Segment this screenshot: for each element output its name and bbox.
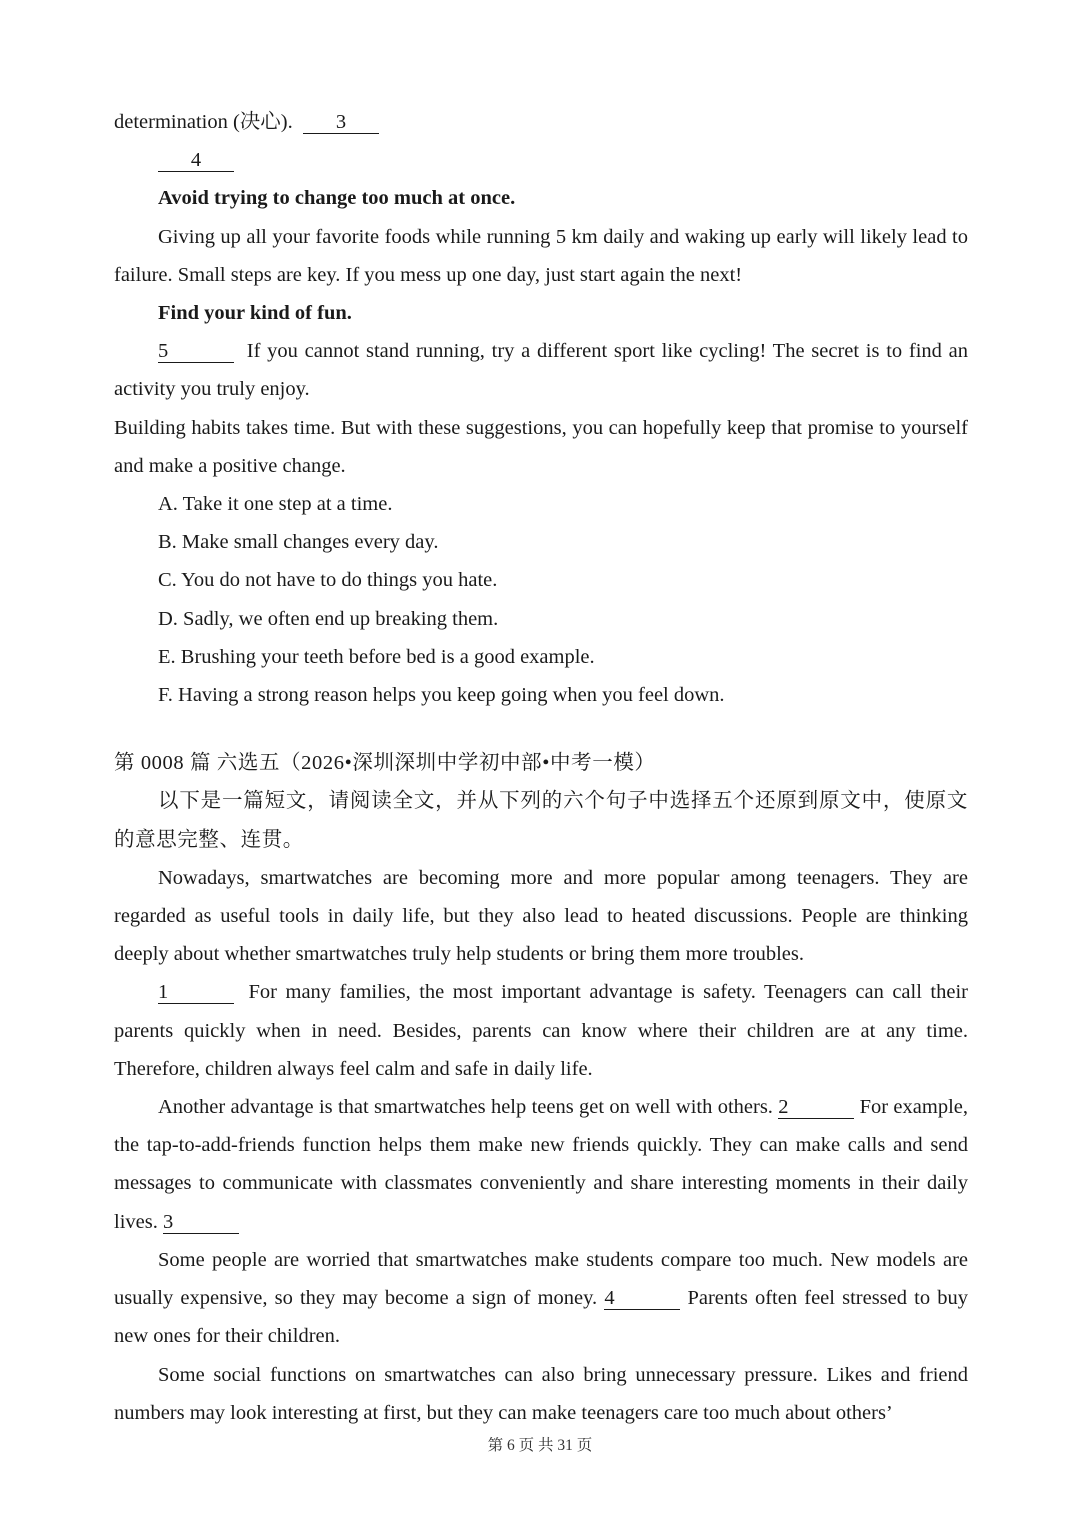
- paragraph: Nowadays, smartwatches are becoming more and more popular among teenagers. They are regarded as useful tools in daily life, but they also lead to heated discussions. People are thinking deeply about whether smartwatches truly help students or bring them more troubles.: [114, 866, 968, 966]
- paragraph: Building habits takes time. But with these suggestions, you can hopefully keep that promise to yourself and make a positive change.: [114, 416, 968, 477]
- answer-blank[interactable]: 5: [158, 340, 234, 363]
- page-footer: 第 6 页 共 31 页: [487, 1437, 593, 1454]
- option-item: F. Having a strong reason helps you keep going when you feel down.: [158, 684, 725, 707]
- document-page: [114, 103, 968, 1432]
- instruction-text: 以下是一篇短文，请阅读全文，并从下列的六个句子中选择五个还原到原文中，使原文的意思完整、连贯。: [114, 790, 968, 851]
- paragraph-text: For many families, the most important advantage is safety. Teenagers can call their parents quickly when in need. Besides, parents can know where their children are at any time. Therefore, children always feel calm and safe in daily life.: [114, 981, 968, 1080]
- answer-blank[interactable]: 4: [158, 149, 234, 172]
- paragraph: [114, 973, 968, 1088]
- text-line: [114, 141, 968, 179]
- answer-blank[interactable]: 2: [778, 1096, 854, 1119]
- option-item: A. Take it one step at a time.: [158, 493, 393, 516]
- option-item: C. You do not have to do things you hate.: [158, 569, 498, 592]
- answer-blank[interactable]: 3: [163, 1211, 239, 1234]
- paragraph-text: Some people are worried that smartwatches make students compare too much. New models are usually expensive, so they may become a sign of money.: [114, 1248, 968, 1310]
- paragraph: [114, 332, 968, 408]
- paragraph-text: Parents often feel stressed to buy new ones for their children.: [114, 1287, 969, 1348]
- subheading: Find your kind of fun.: [158, 302, 352, 325]
- paragraph: [114, 1088, 968, 1241]
- section-heading: 第 0008 篇 六选五（2026•深圳深圳中学初中部•中考一模）: [114, 752, 656, 775]
- paragraph: Some social functions on smartwatches can also bring unnecessary pressure. Likes and friend numbers may look interesting at first, but they can make teenagers care too much about others’: [114, 1363, 968, 1424]
- paragraph: Giving up all your favorite foods while running 5 km daily and waking up early will likely lead to failure. Small steps are key. If you mess up one day, just start again the next!: [114, 225, 968, 286]
- text-line: [114, 103, 968, 141]
- paragraph-text: Another advantage is that smartwatches help teens get on well with others.: [158, 1096, 773, 1119]
- paragraph-text: If you cannot stand running, try a different sport like cycling! The secret is to find an activity you truly enjoy.: [114, 340, 969, 401]
- paragraph: [114, 1241, 968, 1356]
- subheading: Avoid trying to change too much at once.: [158, 187, 516, 210]
- answer-blank[interactable]: 3: [303, 111, 379, 134]
- answer-blank[interactable]: 1: [158, 981, 234, 1004]
- answer-blank[interactable]: 4: [604, 1287, 680, 1310]
- option-item: D. Sadly, we often end up breaking them.: [158, 607, 499, 630]
- line-text: determination (决心).: [114, 111, 293, 133]
- option-item: E. Brushing your teeth before bed is a good example.: [158, 645, 595, 668]
- paragraph-text: For example, the tap-to-add-friends function helps them make new friends quickly. They can make calls and send messages to communicate with classmates conveniently and share interesting moments in their daily lives.: [114, 1096, 968, 1233]
- option-item: B. Make small changes every day.: [158, 531, 439, 554]
